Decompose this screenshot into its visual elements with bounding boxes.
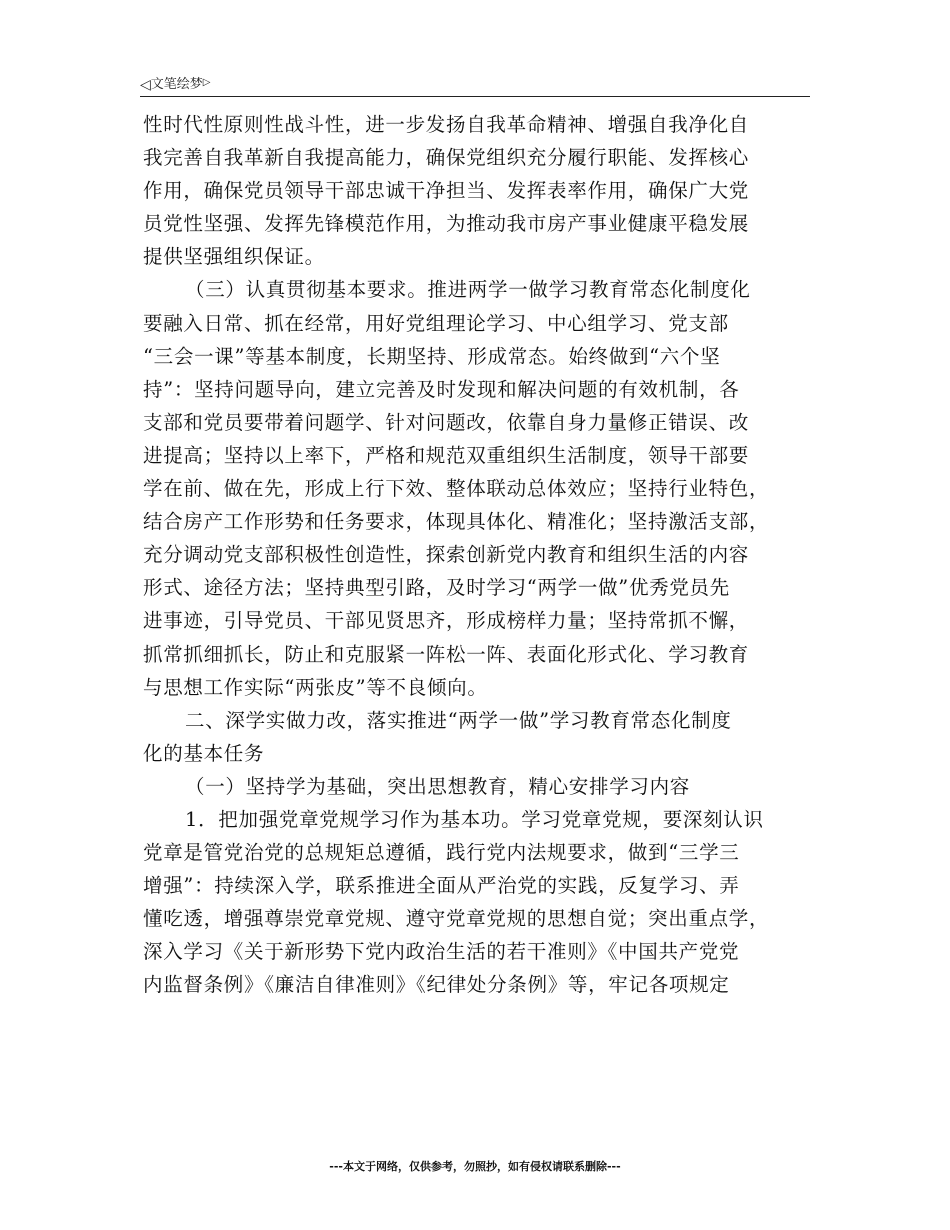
body-line: 抓常抓细抓长，防止和克服紧一阵松一阵、表面化形式化、学习教育 xyxy=(143,642,750,666)
numbered-item-1: 1．把加强党章党规学习作为基本功。学习党章党规，要深刻认识 xyxy=(185,807,764,831)
body-line: 内监督条例》《廉洁自律准则》《纪律处分条例》等，牢记各项规定 xyxy=(143,973,730,997)
body-line: 持”：坚持问题导向，建立完善及时发现和解决问题的有效机制，各 xyxy=(143,377,740,401)
body-line: 提供坚强组织保证。 xyxy=(143,245,325,269)
body-line: 懂吃透，增强尊崇党章党规、遵守党章党规的思想自觉；突出重点学， xyxy=(143,907,770,931)
body-line: 要融入日常、抓在经常，用好党组理论学习、中心组学习、党支部 xyxy=(143,311,729,335)
section-heading-2: 二、深学实做力改，落实推进“两学一做”学习教育常态化制度 xyxy=(185,708,732,732)
body-line: 党章是管党治党的总规矩总遵循，践行党内法规要求，做到“三学三 xyxy=(143,841,740,865)
body-line: 化的基本任务 xyxy=(143,741,265,765)
body-line: 进提高；坚持以上率下，严格和规范双重组织生活制度，领导干部要 xyxy=(143,443,750,467)
body-line: “三会一课”等基本制度，长期坚持、形成常态。始终做到“六个坚 xyxy=(143,344,721,368)
body-line: 增强”：持续深入学，联系推进全面从严治党的实践，反复学习、弄 xyxy=(143,874,740,898)
body-line: 支部和党员要带着问题学、针对问题改，依靠自身力量修正错误、改 xyxy=(143,410,750,434)
body-line: 充分调动党支部积极性创造性，探索创新党内教育和组织生活的内容 xyxy=(143,543,750,567)
page-header xyxy=(140,74,810,97)
body-line: 作用，确保党员领导干部忠诚干净担当、发挥表率作用，确保广大党 xyxy=(143,179,750,203)
footer-notice: ---本文于网络，仅供参考，勿照抄，如有侵权请联系删除--- xyxy=(329,1160,621,1173)
body-line: 我完善自我革新自我提高能力，确保党组织充分履行职能、发挥核心 xyxy=(143,146,750,170)
body-line: 深入学习《关于新形势下党内政治生活的若干准则》《中国共产党党 xyxy=(143,940,740,964)
body-line: 进事迹，引导党员、干部见贤思齐，形成榜样力量；坚持常抓不懈， xyxy=(143,609,750,633)
document-body xyxy=(143,108,813,1002)
subsection-heading-1: （一）坚持学为基础，突出思想教育，精心安排学习内容 xyxy=(185,774,691,798)
body-line: 性时代性原则性战斗性，进一步发扬自我革命精神、增强自我净化自 xyxy=(143,113,750,136)
body-line: 结合房产工作形势和任务要求，体现具体化、精准化；坚持激活支部， xyxy=(143,510,770,534)
header-brand xyxy=(140,76,211,94)
body-line: 与思想工作实际“两张皮”等不良倾向。 xyxy=(143,675,488,699)
body-line: 学在前、做在先，形成上行下效、整体联动总体效应；坚持行业特色， xyxy=(143,477,770,501)
triangle-left-icon: ◁ xyxy=(140,77,151,93)
triangle-right-icon: ▷ xyxy=(202,77,211,88)
body-line: 员党性坚强、发挥先锋模范作用，为推动我市房产事业健康平稳发展 xyxy=(143,212,750,236)
section-heading-3: （三）认真贯彻基本要求。推进两学一做学习教育常态化制度化 xyxy=(185,278,751,302)
body-line: 形式、途径方法；坚持典型引路，及时学习“两学一做”优秀党员先 xyxy=(143,576,730,600)
header-title: 文笔绘梦 xyxy=(150,77,203,92)
